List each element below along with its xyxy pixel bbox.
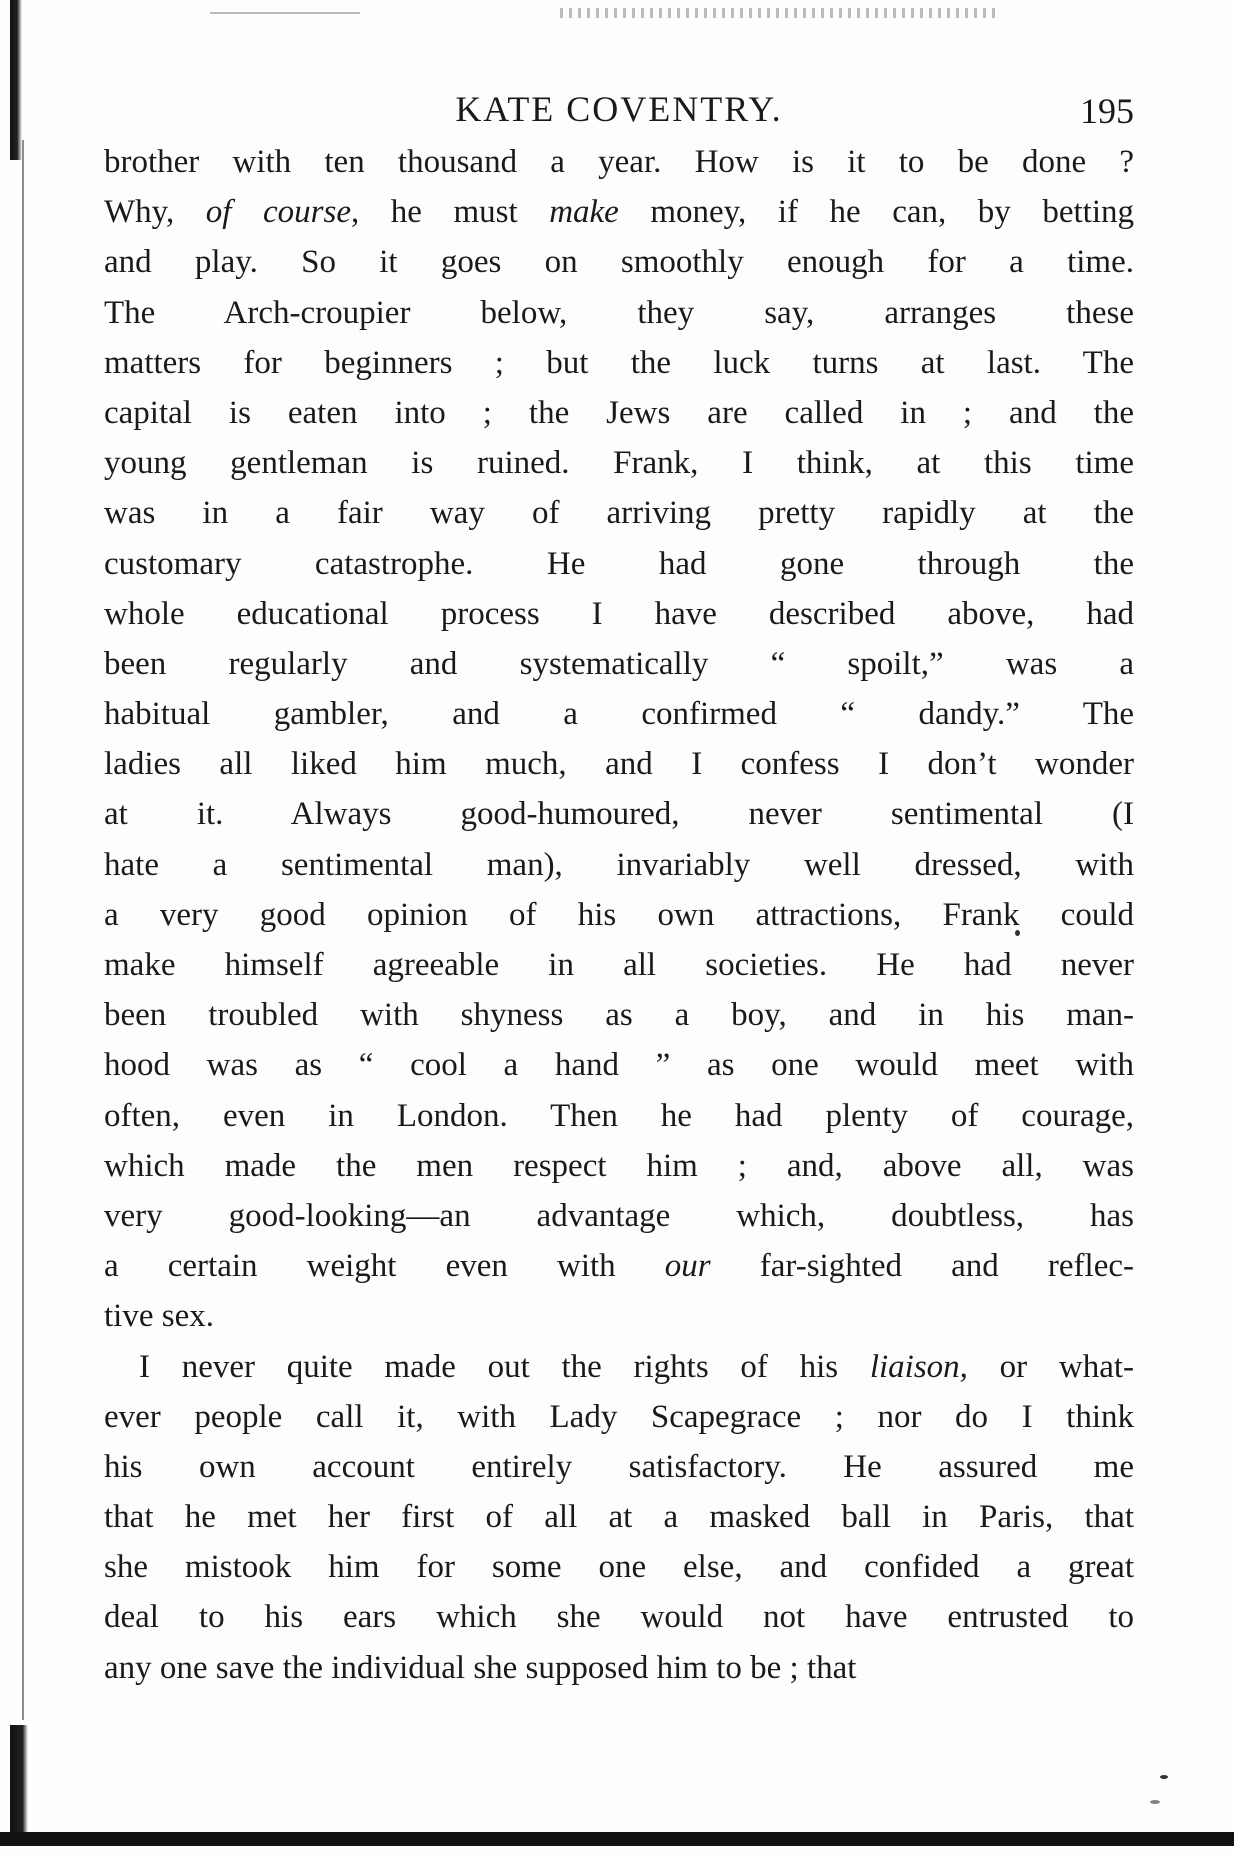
text-line: which made the men respect him ; and, above all, was: [104, 1147, 1134, 1184]
text-line: capital is eaten into ; the Jews are called in ; and the: [104, 394, 1134, 431]
scan-edge-shadow-bottom: [10, 1725, 28, 1845]
scan-bottom-edge: [0, 1832, 1234, 1846]
text-line: tive sex.: [104, 1298, 214, 1335]
text-line: that he met her first of all at a masked ball in Paris, that: [104, 1499, 1134, 1536]
text-line: his own account entirely satisfactory. He assured me: [104, 1448, 1134, 1485]
italic-text: of course: [205, 194, 351, 231]
text-line: brother with ten thousand a year. How is it to be done ?: [104, 144, 1134, 180]
text-line: whole educational process I have described above, had: [104, 595, 1134, 632]
ink-speck: [1160, 1775, 1168, 1779]
text-line: customary catastrophe. He had gone through the: [104, 545, 1134, 582]
scan-edge-line: [22, 140, 24, 1720]
text-line: very good-looking—an advantage which, doubtless, has: [104, 1197, 1134, 1234]
text-line: I never quite made out the rights of his liaison, or what-: [139, 1348, 1134, 1385]
running-head: KATE COVENTRY.: [455, 89, 783, 129]
text-line: often, even in London. Then he had plenty of courage,: [104, 1097, 1134, 1134]
text-line: habitual gambler, and a confirmed “ dandy.” The: [104, 696, 1134, 733]
scan-noise-top: [560, 8, 1000, 18]
page-header: [104, 88, 1134, 138]
text-line: hood was as “ cool a hand ” as one would meet with: [104, 1047, 1134, 1084]
body-text: [104, 137, 1134, 1693]
text-line: Why, of course, he must make money, if he can, by betting: [104, 194, 1134, 231]
italic-text: make: [549, 194, 619, 231]
scan-edge-shadow-top: [10, 0, 22, 160]
italic-text: liaison,: [869, 1348, 968, 1385]
ink-speck: [1150, 1800, 1160, 1804]
text-line: was in a fair way of arriving pretty rapidly at the: [104, 495, 1134, 532]
page-number: 195: [1080, 91, 1134, 131]
text-line: any one save the individual she supposed him to be ; that: [104, 1649, 857, 1686]
text-line: a certain weight even with our far-sighted and reflec-: [104, 1248, 1134, 1285]
text-line: deal to his ears which she would not have entrusted to: [104, 1599, 1134, 1636]
text-line: been regularly and systematically “ spoilt,” was a: [104, 645, 1134, 682]
text-line: ladies all liked him much, and I confess I don’t wonder: [104, 746, 1134, 783]
text-line: a very good opinion of his own attractions, Frank could: [104, 896, 1134, 933]
text-line: The Arch-croupier below, they say, arranges these: [104, 294, 1134, 331]
text-line: she mistook him for some one else, and confided a great: [104, 1549, 1134, 1586]
text-line: and play. So it goes on smoothly enough for a time.: [104, 244, 1134, 281]
text-line: ever people call it, with Lady Scapegrace ; nor do I think: [104, 1398, 1134, 1435]
text-line: make himself agreeable in all societies. He had never: [104, 947, 1134, 983]
scan-noise-top-left: [210, 12, 360, 14]
text-line: young gentleman is ruined. Frank, I think, at this time: [104, 445, 1134, 482]
text-line: been troubled with shyness as a boy, and in his man-: [104, 997, 1134, 1034]
text-line: at it. Always good-humoured, never sentimental (I: [104, 796, 1134, 833]
text-line: matters for beginners ; but the luck turns at last. The: [104, 344, 1134, 381]
text-line: hate a sentimental man), invariably well dressed, with: [104, 846, 1134, 883]
italic-text: our: [664, 1248, 711, 1285]
